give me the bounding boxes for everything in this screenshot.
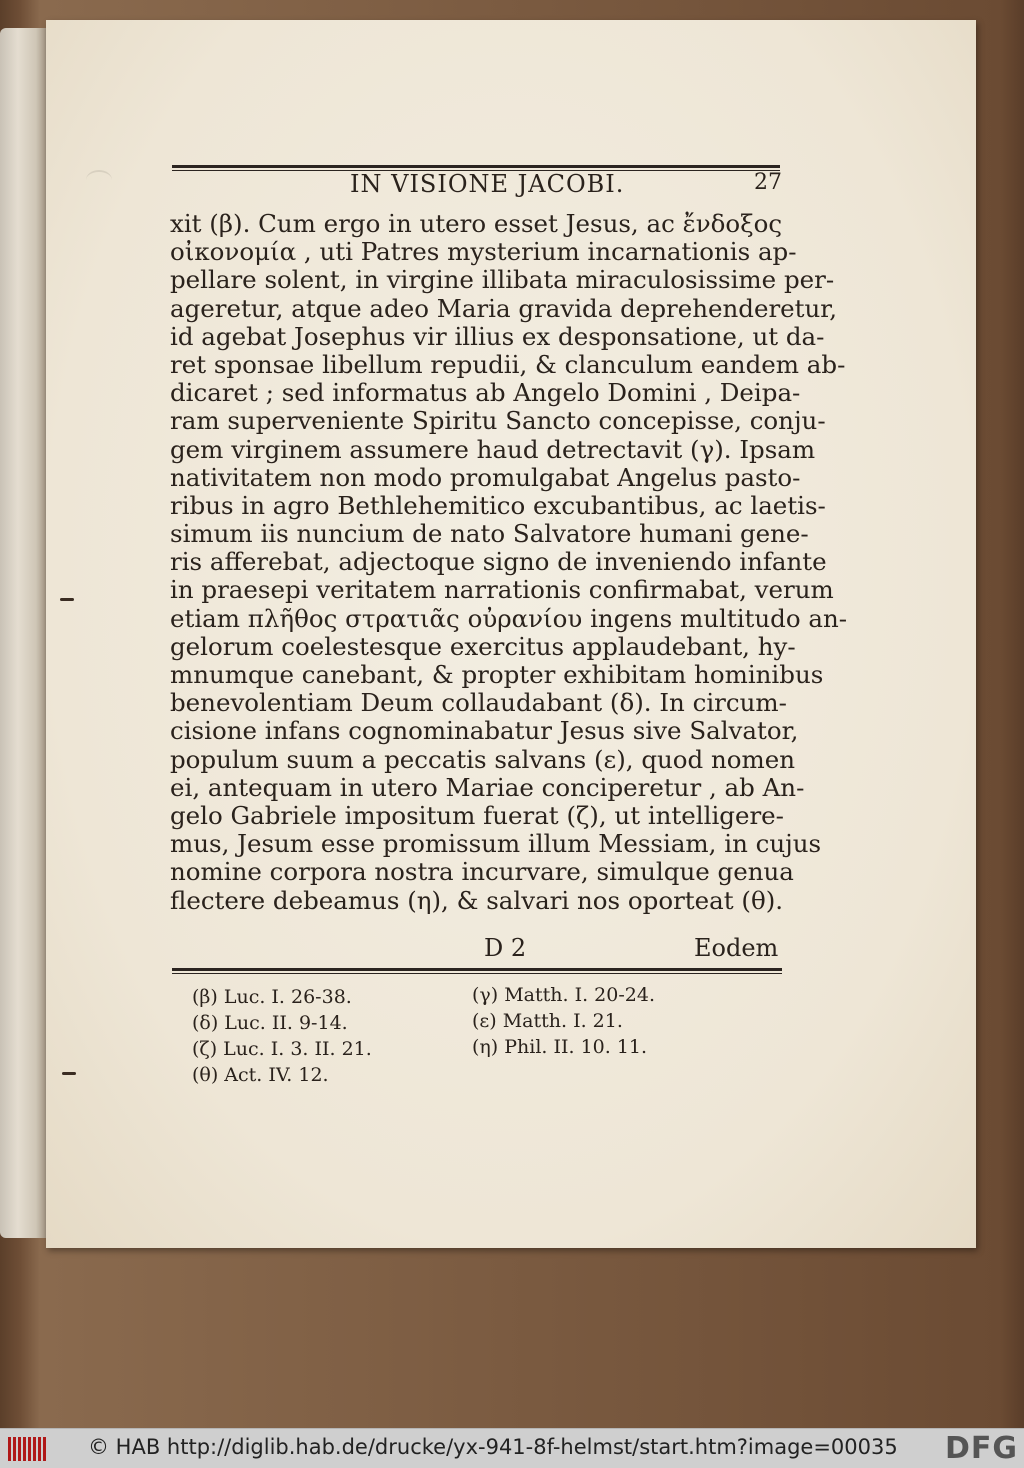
text-line: ribus in agro Bethlehemitico excubantibus, ac laetis- xyxy=(170,490,826,520)
footnote: (ε) Matth. I. 21. xyxy=(472,1010,623,1032)
text-line: ei, antequam in utero Mariae conciperetur , ab An- xyxy=(170,772,805,802)
text-line: nativitatem non modo promulgabat Angelus pasto- xyxy=(170,462,801,492)
text-line: ram superveniente Spiritu Sancto concepisse, conju- xyxy=(170,406,826,436)
text-line: gem virginem assumere haud detrectavit (γ). Ipsam xyxy=(170,434,816,464)
footnote: (θ) Act. IV. 12. xyxy=(192,1064,329,1086)
text-line: οἰκονομία , uti Patres mysterium incarnationis ap- xyxy=(170,237,797,267)
catchword: Eodem xyxy=(694,934,779,962)
book-page xyxy=(46,20,976,1248)
text-line: cisione infans cognominabatur Jesus sive Salvator, xyxy=(170,716,799,746)
text-line: etiam πλῆθος στρατιᾶς οὐρανίου ingens multitudo an- xyxy=(170,603,848,633)
text-line: xit (β). Cum ergo in utero esset Jesus, ac ἔνδοξος xyxy=(170,209,783,238)
text-line: ret sponsae libellum repudii, & clanculum eandem ab- xyxy=(170,349,846,379)
footnote: (η) Phil. II. 10. 11. xyxy=(472,1036,648,1058)
text-line: pellare solent, in virgine illibata miraculosissime per- xyxy=(170,265,835,295)
copyright-url[interactable]: © HAB http://diglib.hab.de/drucke/yx-941-8f-helmst/start.htm?image=00035 xyxy=(88,1435,898,1459)
text-line: mnumque canebant, & propter exhibitam hominibus xyxy=(170,660,824,689)
barcode-icon xyxy=(8,1437,48,1461)
text-line: ris afferebat, adjectoque signo de inveniendo infante xyxy=(170,547,827,577)
footnote: (γ) Matth. I. 20-24. xyxy=(472,984,655,1006)
body-text xyxy=(170,209,848,915)
margin-mark xyxy=(62,1072,76,1075)
viewer-footer-bar xyxy=(0,1428,1024,1468)
text-line: populum suum a peccatis salvans (ε), quod nomen xyxy=(170,744,796,774)
text-line: simum iis nuncium de nato Salvatore humani gene- xyxy=(170,519,809,549)
footnote: (δ) Luc. II. 9-14. xyxy=(192,1012,348,1034)
text-line: gelorum coelestesque exercitus applaudebant, hy- xyxy=(170,631,796,661)
signature-mark: D 2 xyxy=(484,934,527,962)
footnote: (β) Luc. I. 26-38. xyxy=(192,986,352,1008)
page-number: 27 xyxy=(754,170,782,195)
text-line: dicaret ; sed informatus ab Angelo Domini , Deipa- xyxy=(170,378,801,408)
book-spine-edge xyxy=(0,28,48,1238)
footnote-rule xyxy=(172,968,782,971)
text-line: gelo Gabriele impositum fuerat (ζ), ut intelligere- xyxy=(170,800,784,830)
text-line: benevolentiam Deum collaudabant (δ). In circum- xyxy=(170,688,787,718)
text-line: ageretur, atque adeo Maria gravida deprehenderetur, xyxy=(170,293,838,323)
text-line: mus, Jesum esse promissum illum Messiam, in cujus xyxy=(170,829,822,859)
text-line: id agebat Josephus vir illius ex desponsatione, ut da- xyxy=(170,321,825,351)
text-line: in praesepi veritatem narrationis confirmabat, verum xyxy=(170,575,834,605)
binding-thread xyxy=(86,170,112,190)
text-line: flectere debeamus (η), & salvari nos oporteat (θ). xyxy=(170,885,784,915)
text-line: nomine corpora nostra incurvare, simulque genua xyxy=(170,857,794,887)
footnote-rule-thin xyxy=(172,973,782,974)
dfg-logo: DFG xyxy=(944,1431,1018,1466)
header-rule xyxy=(172,165,780,168)
footnote: (ζ) Luc. I. 3. II. 21. xyxy=(192,1038,372,1060)
running-head: IN VISIONE JACOBI. xyxy=(350,170,625,198)
margin-mark xyxy=(60,598,74,601)
